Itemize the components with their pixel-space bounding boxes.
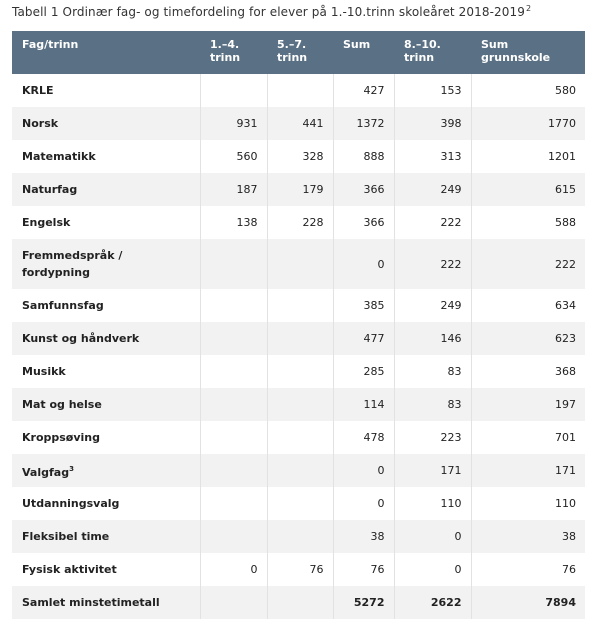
cell-sum-total: 76 bbox=[471, 553, 585, 586]
cell-sum-total: 197 bbox=[471, 388, 585, 421]
table-row bbox=[12, 206, 585, 239]
caption-footnote: 2 bbox=[525, 4, 532, 13]
cell-grade-5-7: 441 bbox=[267, 107, 333, 140]
cell-grade-1-4: 0 bbox=[200, 553, 267, 586]
cell-subject: Fleksibel time bbox=[12, 520, 200, 553]
cell-grade-1-4 bbox=[200, 74, 267, 107]
cell-grade-5-7: 76 bbox=[267, 553, 333, 586]
cell-sum-total: 580 bbox=[471, 74, 585, 107]
table-row bbox=[12, 289, 585, 322]
cell-grade-8-10: 313 bbox=[394, 140, 471, 173]
table-row bbox=[12, 520, 585, 553]
cell-sum: 477 bbox=[333, 322, 394, 355]
cell-sum-total: 222 bbox=[471, 239, 585, 289]
cell-sum-total: 588 bbox=[471, 206, 585, 239]
cell-subject: Valgfag$^3$ bbox=[12, 454, 200, 487]
cell-grade-5-7: 328 bbox=[267, 140, 333, 173]
cell-subject: Engelsk bbox=[12, 206, 200, 239]
cell-grade-5-7 bbox=[267, 289, 333, 322]
cell-sum: 385 bbox=[333, 289, 394, 322]
cell-sum-total: 623 bbox=[471, 322, 585, 355]
cell-grade-1-4 bbox=[200, 289, 267, 322]
table-row bbox=[12, 322, 585, 355]
cell-sum-total: 368 bbox=[471, 355, 585, 388]
cell-sum: 5272 bbox=[333, 586, 394, 619]
cell-grade-1-4 bbox=[200, 454, 267, 487]
header-row bbox=[12, 31, 585, 74]
cell-subject: Norsk bbox=[12, 107, 200, 140]
cell-sum: 427 bbox=[333, 74, 394, 107]
header-sum: Sum bbox=[333, 31, 394, 74]
cell-grade-8-10: 222 bbox=[394, 239, 471, 289]
cell-grade-5-7 bbox=[267, 520, 333, 553]
cell-sum: 0 bbox=[333, 239, 394, 289]
cell-grade-1-4: 560 bbox=[200, 140, 267, 173]
cell-grade-1-4: 187 bbox=[200, 173, 267, 206]
cell-sum: 285 bbox=[333, 355, 394, 388]
cell-grade-5-7: 228 bbox=[267, 206, 333, 239]
cell-sum-total: 38 bbox=[471, 520, 585, 553]
cell-subject: Utdanningsvalg bbox=[12, 487, 200, 520]
table-row bbox=[12, 454, 585, 487]
caption-text: Tabell 1 Ordinær fag- og timefordeling for elever på 1.-10.trinn skoleåret 2018-2019 bbox=[12, 5, 525, 19]
cell-grade-8-10: 171 bbox=[394, 454, 471, 487]
footnote-marker: 3 bbox=[69, 464, 74, 473]
cell-grade-8-10: 153 bbox=[394, 74, 471, 107]
table-row bbox=[12, 586, 585, 619]
cell-sum-total: 7894 bbox=[471, 586, 585, 619]
cell-subject: Fysisk aktivitet bbox=[12, 553, 200, 586]
cell-grade-5-7 bbox=[267, 487, 333, 520]
cell-grade-5-7 bbox=[267, 388, 333, 421]
cell-grade-1-4 bbox=[200, 487, 267, 520]
table-caption bbox=[12, 4, 531, 19]
header-subject: Fag/trinn bbox=[12, 31, 200, 74]
table-row bbox=[12, 487, 585, 520]
table-body bbox=[12, 74, 585, 619]
cell-subject: KRLE bbox=[12, 74, 200, 107]
cell-subject: Samlet minstetimetall bbox=[12, 586, 200, 619]
cell-subject: Mat og helse bbox=[12, 388, 200, 421]
cell-sum: 366 bbox=[333, 206, 394, 239]
cell-grade-1-4 bbox=[200, 520, 267, 553]
table-row bbox=[12, 553, 585, 586]
cell-sum: 366 bbox=[333, 173, 394, 206]
cell-subject: Samfunnsfag bbox=[12, 289, 200, 322]
cell-sum: 114 bbox=[333, 388, 394, 421]
cell-subject: Fremmedspråk / fordypning bbox=[12, 239, 200, 289]
header-grade-5-7: 5.–7. trinn bbox=[267, 31, 333, 74]
cell-grade-1-4 bbox=[200, 421, 267, 454]
cell-grade-8-10: 0 bbox=[394, 553, 471, 586]
cell-grade-8-10: 83 bbox=[394, 388, 471, 421]
cell-grade-8-10: 223 bbox=[394, 421, 471, 454]
table-row bbox=[12, 355, 585, 388]
cell-sum-total: 701 bbox=[471, 421, 585, 454]
cell-grade-8-10: 83 bbox=[394, 355, 471, 388]
table-row bbox=[12, 239, 585, 289]
cell-subject: Naturfag bbox=[12, 173, 200, 206]
cell-grade-1-4: 931 bbox=[200, 107, 267, 140]
table-row bbox=[12, 74, 585, 107]
cell-grade-5-7 bbox=[267, 322, 333, 355]
timetable-table bbox=[12, 31, 585, 619]
cell-subject: Kunst og håndverk bbox=[12, 322, 200, 355]
cell-grade-1-4 bbox=[200, 239, 267, 289]
cell-sum: 1372 bbox=[333, 107, 394, 140]
cell-grade-8-10: 249 bbox=[394, 173, 471, 206]
cell-grade-8-10: 0 bbox=[394, 520, 471, 553]
cell-sum-total: 1201 bbox=[471, 140, 585, 173]
cell-grade-1-4 bbox=[200, 322, 267, 355]
cell-subject: Kroppsøving bbox=[12, 421, 200, 454]
cell-sum-total: 1770 bbox=[471, 107, 585, 140]
cell-sum: 0 bbox=[333, 487, 394, 520]
cell-sum-total: 634 bbox=[471, 289, 585, 322]
cell-sum: 38 bbox=[333, 520, 394, 553]
cell-grade-5-7 bbox=[267, 355, 333, 388]
cell-sum-total: 110 bbox=[471, 487, 585, 520]
table-row bbox=[12, 140, 585, 173]
cell-grade-5-7 bbox=[267, 239, 333, 289]
table-row bbox=[12, 107, 585, 140]
cell-grade-5-7 bbox=[267, 421, 333, 454]
cell-grade-8-10: 222 bbox=[394, 206, 471, 239]
cell-grade-8-10: 146 bbox=[394, 322, 471, 355]
cell-grade-5-7 bbox=[267, 454, 333, 487]
cell-grade-5-7: 179 bbox=[267, 173, 333, 206]
cell-subject: Musikk bbox=[12, 355, 200, 388]
table-row bbox=[12, 173, 585, 206]
cell-grade-1-4 bbox=[200, 355, 267, 388]
cell-grade-5-7 bbox=[267, 586, 333, 619]
cell-subject: Matematikk bbox=[12, 140, 200, 173]
cell-grade-8-10: 249 bbox=[394, 289, 471, 322]
cell-sum-total: 615 bbox=[471, 173, 585, 206]
cell-sum: 888 bbox=[333, 140, 394, 173]
cell-sum: 478 bbox=[333, 421, 394, 454]
table-row bbox=[12, 388, 585, 421]
cell-grade-8-10: 2622 bbox=[394, 586, 471, 619]
cell-grade-1-4: 138 bbox=[200, 206, 267, 239]
header-grade-1-4: 1.–4. trinn bbox=[200, 31, 267, 74]
cell-grade-8-10: 110 bbox=[394, 487, 471, 520]
cell-grade-8-10: 398 bbox=[394, 107, 471, 140]
cell-sum: 0 bbox=[333, 454, 394, 487]
cell-sum: 76 bbox=[333, 553, 394, 586]
cell-grade-1-4 bbox=[200, 388, 267, 421]
cell-sum-total: 171 bbox=[471, 454, 585, 487]
cell-grade-1-4 bbox=[200, 586, 267, 619]
header-grade-8-10: 8.–10. trinn bbox=[394, 31, 471, 74]
cell-grade-5-7 bbox=[267, 74, 333, 107]
header-sum-total: Sum grunnskole bbox=[471, 31, 585, 74]
table-row bbox=[12, 421, 585, 454]
